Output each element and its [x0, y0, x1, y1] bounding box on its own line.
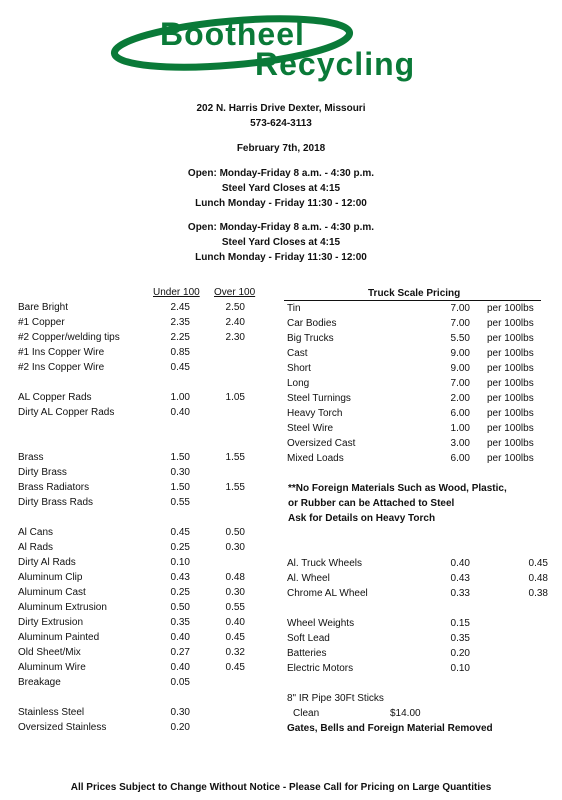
price-under-100: 0.25 — [170, 542, 190, 553]
price-over-100: 0.45 — [225, 662, 245, 673]
truck-item-unit: per 100lbs — [487, 438, 534, 449]
price-over-100: 0.30 — [225, 542, 245, 553]
truck-item-name: Cast — [287, 348, 308, 359]
wheel-price-under: 0.43 — [450, 573, 470, 584]
material-name: Aluminum Extrusion — [18, 602, 107, 613]
price-under-100: 0.45 — [170, 362, 190, 373]
truck-item-name: Tin — [287, 303, 301, 314]
material-name: Aluminum Cast — [18, 587, 86, 598]
misc-item-price: 0.20 — [450, 648, 470, 659]
price-over-100: 0.48 — [225, 572, 245, 583]
truck-item-price: 6.00 — [450, 453, 470, 464]
price-under-100: 2.25 — [170, 332, 190, 343]
truck-item-price: 2.00 — [450, 393, 470, 404]
misc-item-name: Soft Lead — [287, 633, 330, 644]
material-name: #1 Ins Copper Wire — [18, 347, 105, 358]
material-name: Aluminum Clip — [18, 572, 83, 583]
price-under-100: 2.45 — [170, 302, 190, 313]
truck-item-price: 5.50 — [450, 333, 470, 344]
price-over-100: 0.40 — [225, 617, 245, 628]
material-name: Breakage — [18, 677, 61, 688]
price-over-100: 1.55 — [225, 452, 245, 463]
wheel-name: Al. Truck Wheels — [287, 558, 363, 569]
price-under-100: 0.20 — [170, 722, 190, 733]
material-name: AL Copper Rads — [18, 392, 92, 403]
pipe-note: Gates, Bells and Foreign Material Removed — [287, 723, 493, 734]
truck-item-price: 1.00 — [450, 423, 470, 434]
pipe-label: 8" IR Pipe 30Ft Sticks — [287, 693, 384, 704]
truck-item-name: Short — [287, 363, 311, 374]
price-over-100: 0.45 — [225, 632, 245, 643]
price-under-100: 0.27 — [170, 647, 190, 658]
price-under-100: 0.45 — [170, 527, 190, 538]
truck-item-name: Heavy Torch — [287, 408, 343, 419]
price-under-100: 0.30 — [170, 707, 190, 718]
price-under-100: 1.00 — [170, 392, 190, 403]
price-under-100: 0.10 — [170, 557, 190, 568]
truck-item-price: 9.00 — [450, 348, 470, 359]
price-under-100: 0.05 — [170, 677, 190, 688]
truck-item-name: Big Trucks — [287, 333, 334, 344]
truck-item-price: 6.00 — [450, 408, 470, 419]
misc-item-price: 0.35 — [450, 633, 470, 644]
truck-item-price: 7.00 — [450, 303, 470, 314]
price-under-100: 0.43 — [170, 572, 190, 583]
material-name: #2 Ins Copper Wire — [18, 362, 105, 373]
col-header-over: Over 100 — [214, 287, 256, 298]
wheel-name: Al. Wheel — [287, 573, 330, 584]
material-name: #1 Copper — [18, 317, 65, 328]
misc-item-name: Electric Motors — [287, 663, 354, 674]
truck-item-unit: per 100lbs — [487, 423, 534, 434]
wheel-price-over: 0.38 — [528, 588, 548, 599]
price-over-100: 1.55 — [225, 482, 245, 493]
price-over-100: 0.55 — [225, 602, 245, 613]
price-under-100: 0.40 — [170, 662, 190, 673]
material-name: Dirty Al Rads — [18, 557, 76, 568]
price-under-100: 2.35 — [170, 317, 190, 328]
truck-item-name: Car Bodies — [287, 318, 337, 329]
truck-item-unit: per 100lbs — [487, 303, 534, 314]
hours-2-open: Open: Monday-Friday 8 a.m. - 4:30 p.m. — [187, 222, 375, 233]
material-name: Brass Radiators — [18, 482, 90, 493]
truck-item-price: 3.00 — [450, 438, 470, 449]
price-under-100: 0.25 — [170, 587, 190, 598]
misc-item-name: Batteries — [287, 648, 327, 659]
hours-1-steel: Steel Yard Closes at 4:15 — [221, 183, 341, 194]
truck-item-name: Steel Wire — [287, 423, 334, 434]
material-name: Aluminum Wire — [18, 662, 86, 673]
wheel-price-over: 0.45 — [528, 558, 548, 569]
truck-item-unit: per 100lbs — [487, 363, 534, 374]
truck-note-2: or Rubber can be Attached to Steel — [288, 498, 455, 509]
price-over-100: 0.30 — [225, 587, 245, 598]
price-under-100: 0.40 — [170, 407, 190, 418]
truck-item-unit: per 100lbs — [487, 393, 534, 404]
hours-2-lunch: Lunch Monday - Friday 11:30 - 12:00 — [195, 252, 367, 263]
material-name: Dirty Brass — [18, 467, 67, 478]
price-under-100: 0.85 — [170, 347, 190, 358]
material-name: Aluminum Painted — [18, 632, 100, 643]
material-name: Bare Bright — [18, 302, 69, 313]
wheel-price-under: 0.33 — [450, 588, 470, 599]
price-under-100: 1.50 — [170, 452, 190, 463]
truck-item-unit: per 100lbs — [487, 348, 534, 359]
price-over-100: 0.50 — [225, 527, 245, 538]
col-header-under: Under 100 — [153, 287, 200, 298]
hours-1-open: Open: Monday-Friday 8 a.m. - 4:30 p.m. — [187, 168, 375, 179]
hours-1-lunch: Lunch Monday - Friday 11:30 - 12:00 — [195, 198, 367, 209]
misc-item-price: 0.15 — [450, 618, 470, 629]
truck-item-name: Mixed Loads — [287, 453, 344, 464]
price-under-100: 1.50 — [170, 482, 190, 493]
pipe-clean-price: $14.00 — [390, 708, 421, 719]
material-name: Brass — [18, 452, 44, 463]
price-over-100: 1.05 — [225, 392, 245, 403]
price-over-100: 0.32 — [225, 647, 245, 658]
price-under-100: 0.55 — [170, 497, 190, 508]
material-name: Dirty Extrusion — [18, 617, 84, 628]
pipe-clean-label: Clean — [293, 708, 320, 719]
price-under-100: 0.40 — [170, 632, 190, 643]
wheel-price-over: 0.48 — [528, 573, 548, 584]
phone: 573-624-3113 — [250, 118, 312, 129]
truck-item-name: Long — [287, 378, 310, 389]
truck-item-unit: per 100lbs — [487, 378, 534, 389]
footer-note: All Prices Subject to Change Without Notice - Please Call for Pricing on Large Quantities — [70, 782, 492, 793]
truck-item-unit: per 100lbs — [487, 453, 534, 464]
material-name: Oversized Stainless — [18, 722, 107, 733]
truck-item-name: Oversized Cast — [287, 438, 356, 449]
wheel-price-under: 0.40 — [450, 558, 470, 569]
material-name: Dirty Brass Rads — [18, 497, 94, 508]
material-name: Old Sheet/Mix — [18, 647, 81, 658]
price-under-100: 0.30 — [170, 467, 190, 478]
date: February 7th, 2018 — [236, 143, 326, 154]
price-under-100: 0.35 — [170, 617, 190, 628]
misc-item-price: 0.10 — [450, 663, 470, 674]
hours-2-steel: Steel Yard Closes at 4:15 — [221, 237, 341, 248]
truck-item-price: 9.00 — [450, 363, 470, 374]
material-name: Dirty AL Copper Rads — [18, 407, 115, 418]
price-under-100: 0.50 — [170, 602, 190, 613]
truck-item-unit: per 100lbs — [487, 318, 534, 329]
truck-scale-divider — [284, 300, 541, 301]
wheel-name: Chrome AL Wheel — [287, 588, 368, 599]
logo-word-1: Bootheel — [160, 16, 305, 52]
truck-item-price: 7.00 — [450, 378, 470, 389]
material-name: Al Cans — [18, 527, 54, 538]
truck-item-unit: per 100lbs — [487, 333, 534, 344]
price-over-100: 2.30 — [225, 332, 245, 343]
truck-note-1: **No Foreign Materials Such as Wood, Plastic, — [288, 483, 507, 494]
material-name: #2 Copper/welding tips — [18, 332, 120, 343]
truck-item-price: 7.00 — [450, 318, 470, 329]
material-name: Stainless Steel — [18, 707, 85, 718]
material-name: Al Rads — [18, 542, 54, 553]
address: 202 N. Harris Drive Dexter, Missouri — [196, 103, 366, 114]
misc-item-name: Wheel Weights — [287, 618, 355, 629]
truck-note-3: Ask for Details on Heavy Torch — [288, 513, 436, 524]
truck-scale-title: Truck Scale Pricing — [368, 288, 461, 299]
truck-item-unit: per 100lbs — [487, 408, 534, 419]
logo-word-2: Recycling — [255, 46, 416, 82]
truck-item-name: Steel Turnings — [287, 393, 351, 404]
price-over-100: 2.40 — [225, 317, 245, 328]
price-over-100: 2.50 — [225, 302, 245, 313]
